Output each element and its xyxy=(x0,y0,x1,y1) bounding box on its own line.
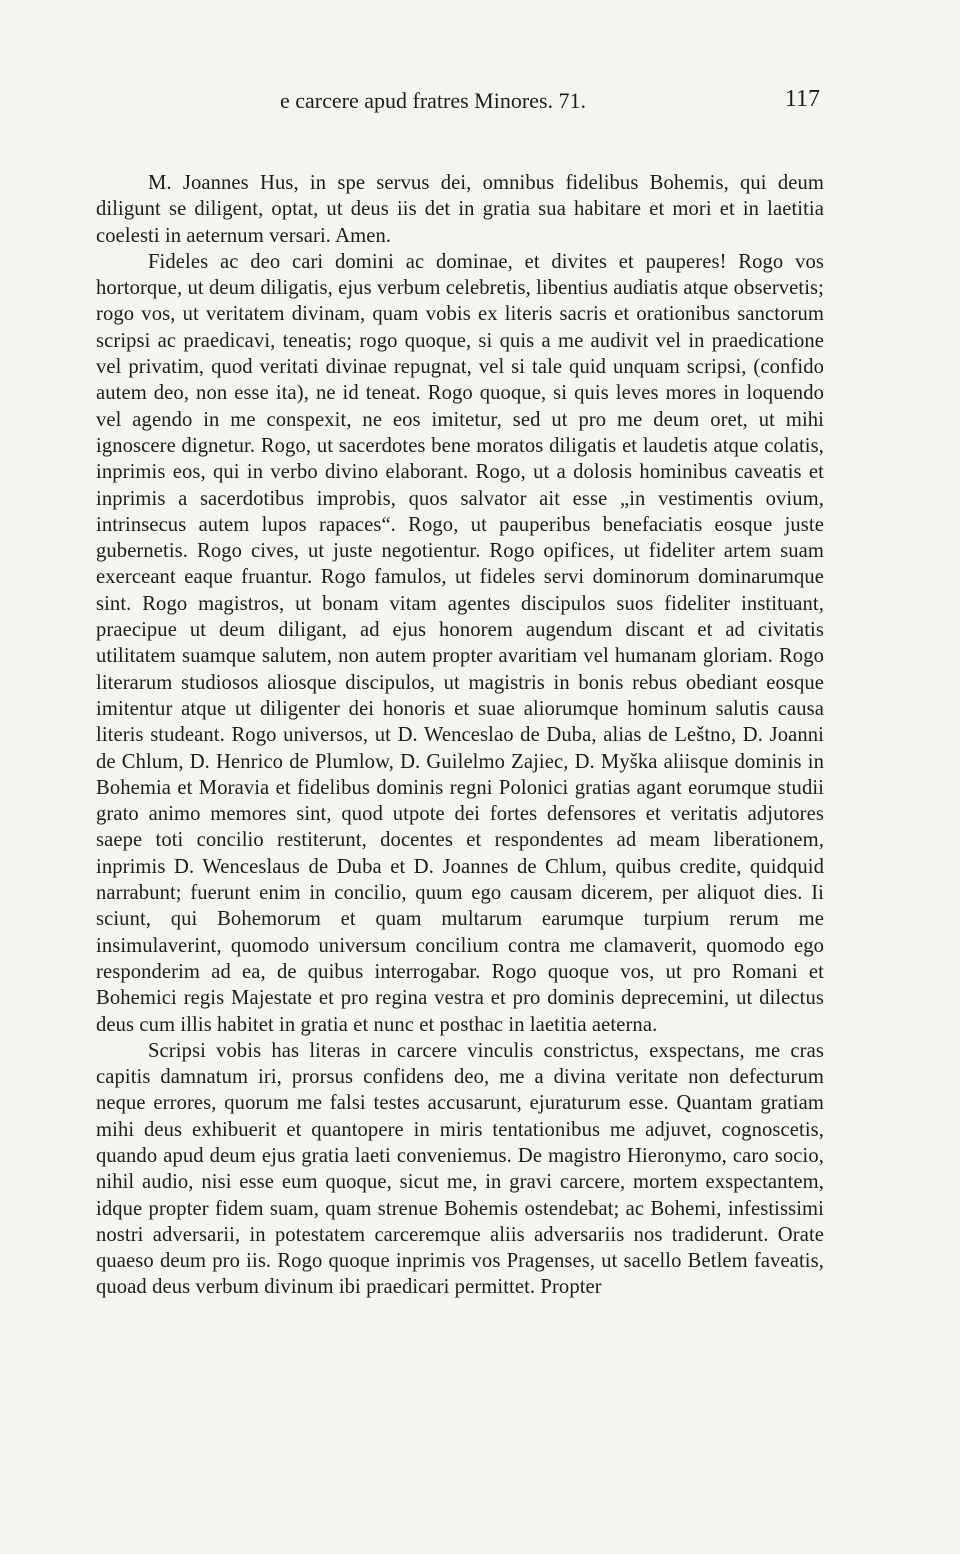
running-title: e carcere apud fratres Minores. 71. xyxy=(280,88,587,113)
paragraph-exhortation: Fideles ac deo cari domini ac dominae, et divites et pauperes! Rogo vos hortorque, ut deum diligatis, ejus verbum celebretis, libentius audiatis atque observetis; rogo vos, ut veritatem divinam, quam vobis ex literis sacris et orationibus sanctorum scripsi ac praedicavi, teneatis; rogo quoque, si quis a me audivit vel in praedicatione vel privatim, quod veritati divinae repugnat, vel si tale quid unquam scripsi, (confido autem deo, non esse ita), ne id teneat. Rogo quoque, si quis leves mores in loquendo vel agendo in me conspexit, ne eos imitetur, sed ut pro me deum oret, ut mihi ignoscere dignetur. Rogo, ut sacerdotes bene moratos diligatis et laudetis atque colatis, inprimis eos, qui in verbo divino elaborant. Rogo, ut a dolosis hominibus caveatis et inprimis a sacerdotibus improbis, quos salvator ait esse „in vestimentis ovium, intrinsecus autem lupos rapaces“. Rogo, ut pauperibus benefaciatis eosque juste gubernetis. Rogo cives, ut juste negotientur. Rogo opifices, ut fideliter artem suam exerceant eaque fruantur. Rogo famulos, ut fideles servi dominorum dominarumque sint. Rogo magistros, ut bonam vitam agentes discipulos suos fideliter instituant, praecipue ut deum diligant, ad ejus honorem augendum discant et ad civitatis utilitatem suamque salutem, non autem propter avaritiam vel humanam gloriam. Rogo literarum studiosos aliosque discipulos, ut magistris in bonis rebus obediant eosque imitentur atque ut diligenter dei honoris et suae aliorumque hominum salutis causa literis studeant. Rogo universos, ut D. Wenceslao de Duba, alias de Leštno, D. Joanni de Chlum, D. Henrico de Plumlow, D. Guilelmo Zajiec, D. Myška aliisque dominis in Bohemia et Moravia et fidelibus dominis regni Polonici gratias agant eorumque studii grato animo memores sint, quod utpote dei fortes defensores et veritatis adjutores saepe toti concilio restiterunt, docentes et respondentes ad meam liberationem, inprimis D. Wenceslaus de Duba et D. Joannes de Chlum, quibus credite, quidquid narrabunt; fuerunt enim in concilio, quum ego causam dicerem, per aliquot dies. Ii sciunt, qui Bohemorum et quam multarum earumque turpium rerum me insimulaverint, quomodo universum concilium contra me clamaverit, quomodo ego responderim ad ea, de quibus interrogabar. Rogo quoque vos, ut pro Romani et Bohemici regis Majestate et pro regina vestra et pro dominis deprecemini, ut dilectus deus cum illis habitet in gratia et nunc et posthac in laetitia aeterna. xyxy=(96,250,824,1036)
paragraph-closing: Scripsi vobis has literas in carcere vinculis constrictus, exspectans, me cras capitis damnatum iri, prorsus confidens deo, me a divina veritate non defecturum neque errores, quorum me falsi testes accusarunt, ejuraturum esse. Quantam gratiam mihi deus exhibuerit et quantopere in miris tentationibus me adjuvet, cognoscetis, quando apud deum ejus gratia laeti conveniemus. De magistro Hieronymo, caro socio, nihil audio, nisi esse eum quoque, sicut me, in gravi carcere, mortem exspectantem, idque propter fidem suam, quam strenue Bohemis ostendebat; ac Bohemi, infestissimi nostri adversarii, in potestatem carceremque aliis adversariis nos tradiderunt. Orate quaeso deum pro iis. Rogo quoque inprimis vos Pragenses, ut sacello Betlem faveatis, quoad deus verbum divinum ibi praedicari permittet. Propter xyxy=(96,1039,824,1299)
body-text xyxy=(96,170,824,1301)
paragraph-salutation: M. Joannes Hus, in spe servus dei, omnibus fidelibus Bohemis, qui deum diligunt se diligent, optat, ut deus iis det in gratia sua habitare et mori et in laetitia coelesti in aeternum versari. Amen. xyxy=(96,172,824,247)
running-head xyxy=(98,86,820,120)
page-number: 117 xyxy=(784,86,820,112)
